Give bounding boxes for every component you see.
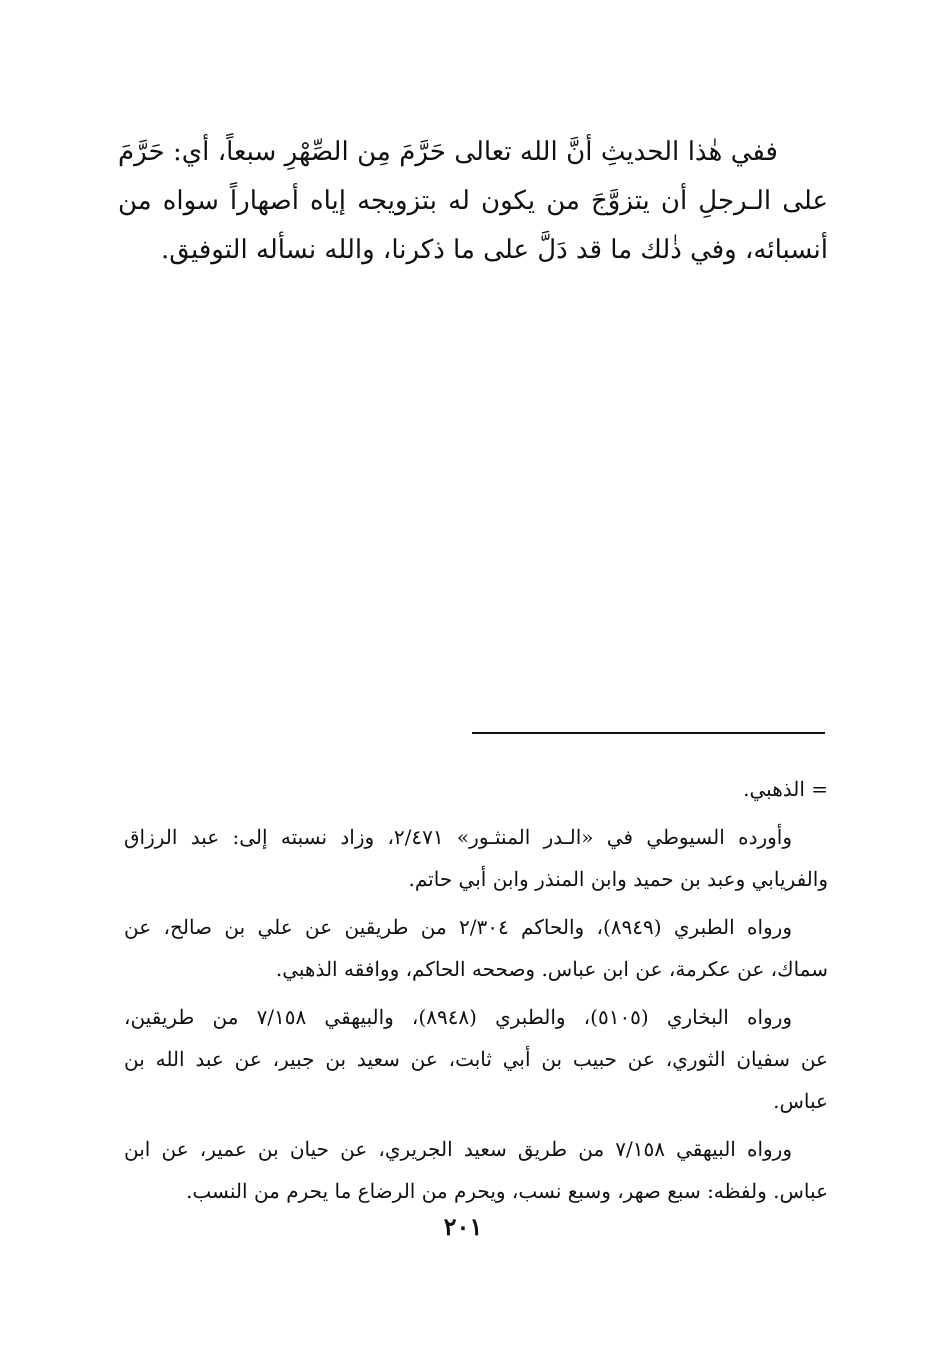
footnote-paragraph xyxy=(124,816,828,900)
footnote-line: عباس. ولفظه: سبع صهر، وسبع نسب، ويحرم من الرضاع ما يحرم من النسب. xyxy=(186,1179,828,1203)
footnote-line: والفريابي وعبد بن حميد وابن المنذر وابن أبي حاتم. xyxy=(408,867,828,891)
footnote-paragraph xyxy=(124,1128,828,1212)
footnote-line: ورواه البيهقي ٧/١٥٨ من طريق سعيد الجريري، عن حيان بن عمير، عن ابن xyxy=(124,1137,793,1161)
main-paragraph xyxy=(118,128,828,275)
footnote-paragraph xyxy=(124,906,828,990)
footnote-separator xyxy=(472,732,825,734)
footnote-paragraph xyxy=(124,996,828,1122)
footnote-line: ورواه البخاري (٥١٠٥)، والطبري (٨٩٤٨)، والبيهقي ٧/١٥٨ من طريقين، xyxy=(124,1005,793,1029)
main-text-line: على الـرجلِ أن يتزوَّجَ من يكون له بتزويجه إياه أصهاراً سواه من xyxy=(118,186,828,216)
footnote-line: وأورده السيوطي في «الـدر المنثـور» ٢/٤٧١، وزاد نسبته إلى: عبد الرزاق xyxy=(124,825,793,849)
footnote-line: عن سفيان الثوري، عن حبيب بن أبي ثابت، عن سعيد بن جبير، عن عبد الله بن xyxy=(124,1047,828,1071)
footnote-line: ورواه الطبري (٨٩٤٩)، والحاكم ٢/٣٠٤ من طريقين عن علي بن صالح، عن xyxy=(124,915,792,939)
footnotes-section xyxy=(124,768,828,1212)
main-text-line: أنسبائه، وفي ذٰلك ما قد دَلَّ على ما ذكرنا، والله نسأله التوفيق. xyxy=(161,235,828,265)
footnote-continuation: = الذهبي. xyxy=(743,777,828,801)
page-number: ٢٠١ xyxy=(443,1212,483,1241)
footnote-line: عباس. xyxy=(773,1089,828,1113)
footnote-line: سماك، عن عكرمة، عن ابن عباس. وصححه الحاكم، ووافقه الذهبي. xyxy=(275,957,828,981)
main-text-line: ففي هٰذا الحديثِ أنَّ الله تعالى حَرَّمَ مِن الصِّهْرِ سبعاً، أي: حَرَّمَ xyxy=(118,137,778,167)
